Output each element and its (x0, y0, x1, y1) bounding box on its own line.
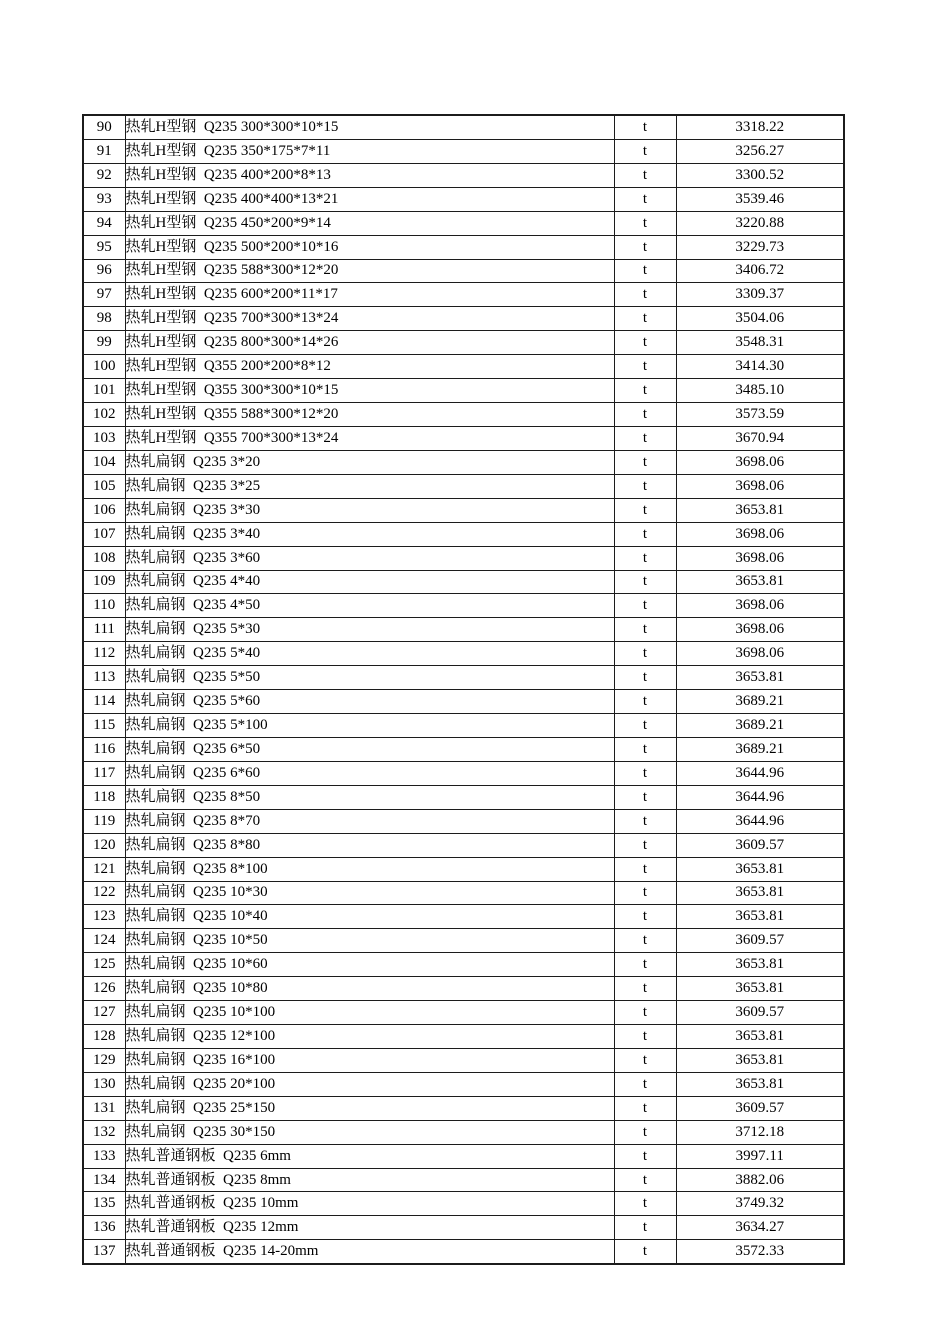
table-row (83, 546, 844, 570)
table-row (83, 666, 844, 690)
table-row (83, 474, 844, 498)
unit-cell: t (614, 498, 676, 522)
table-row (83, 809, 844, 833)
price-cell: 3220.88 (676, 211, 844, 235)
table-row (83, 833, 844, 857)
price-cell: 3997.11 (676, 1144, 844, 1168)
row-number-cell: 132 (83, 1120, 125, 1144)
row-number-cell: 110 (83, 594, 125, 618)
table-row (83, 953, 844, 977)
unit-cell: t (614, 211, 676, 235)
price-cell: 3644.96 (676, 785, 844, 809)
table-row (83, 187, 844, 211)
item-description-cell: 热轧扁钢 Q235 5*100 (125, 714, 614, 738)
item-description-cell: 热轧扁钢 Q235 5*50 (125, 666, 614, 690)
row-number-cell: 97 (83, 283, 125, 307)
item-description-cell: 热轧扁钢 Q235 16*100 (125, 1048, 614, 1072)
table-row (83, 163, 844, 187)
item-description-cell: 热轧扁钢 Q235 5*60 (125, 690, 614, 714)
table-row (83, 522, 844, 546)
price-cell: 3689.21 (676, 714, 844, 738)
item-description-cell: 热轧普通钢板 Q235 14-20mm (125, 1240, 614, 1264)
unit-cell: t (614, 1001, 676, 1025)
price-cell: 3300.52 (676, 163, 844, 187)
price-cell: 3406.72 (676, 259, 844, 283)
table-row (83, 1216, 844, 1240)
price-cell: 3572.33 (676, 1240, 844, 1264)
row-number-cell: 104 (83, 450, 125, 474)
unit-cell: t (614, 115, 676, 139)
unit-cell: t (614, 379, 676, 403)
item-description-cell: 热轧H型钢 Q235 800*300*14*26 (125, 331, 614, 355)
unit-cell: t (614, 1216, 676, 1240)
price-table-body (83, 115, 844, 1264)
row-number-cell: 133 (83, 1144, 125, 1168)
unit-cell: t (614, 1072, 676, 1096)
unit-cell: t (614, 1168, 676, 1192)
item-description-cell: 热轧普通钢板 Q235 8mm (125, 1168, 614, 1192)
price-cell: 3653.81 (676, 977, 844, 1001)
unit-cell: t (614, 1192, 676, 1216)
item-description-cell: 热轧扁钢 Q235 6*50 (125, 737, 614, 761)
price-cell: 3634.27 (676, 1216, 844, 1240)
item-description-cell: 热轧扁钢 Q235 3*60 (125, 546, 614, 570)
price-cell: 3573.59 (676, 403, 844, 427)
unit-cell: t (614, 235, 676, 259)
row-number-cell: 123 (83, 905, 125, 929)
row-number-cell: 134 (83, 1168, 125, 1192)
item-description-cell: 热轧扁钢 Q235 10*60 (125, 953, 614, 977)
item-description-cell: 热轧扁钢 Q235 3*40 (125, 522, 614, 546)
table-row (83, 450, 844, 474)
item-description-cell: 热轧H型钢 Q235 588*300*12*20 (125, 259, 614, 283)
unit-cell: t (614, 737, 676, 761)
price-cell: 3653.81 (676, 857, 844, 881)
price-cell: 3749.32 (676, 1192, 844, 1216)
price-cell: 3653.81 (676, 498, 844, 522)
item-description-cell: 热轧H型钢 Q235 700*300*13*24 (125, 307, 614, 331)
row-number-cell: 125 (83, 953, 125, 977)
unit-cell: t (614, 331, 676, 355)
row-number-cell: 103 (83, 426, 125, 450)
item-description-cell: 热轧扁钢 Q235 3*30 (125, 498, 614, 522)
price-table (82, 114, 845, 1265)
table-row (83, 905, 844, 929)
table-row (83, 714, 844, 738)
unit-cell: t (614, 283, 676, 307)
unit-cell: t (614, 905, 676, 929)
price-cell: 3882.06 (676, 1168, 844, 1192)
row-number-cell: 106 (83, 498, 125, 522)
table-row (83, 1096, 844, 1120)
price-cell: 3712.18 (676, 1120, 844, 1144)
row-number-cell: 117 (83, 761, 125, 785)
item-description-cell: 热轧普通钢板 Q235 12mm (125, 1216, 614, 1240)
price-cell: 3653.81 (676, 953, 844, 977)
row-number-cell: 91 (83, 139, 125, 163)
unit-cell: t (614, 833, 676, 857)
item-description-cell: 热轧H型钢 Q235 400*400*13*21 (125, 187, 614, 211)
row-number-cell: 116 (83, 737, 125, 761)
unit-cell: t (614, 1025, 676, 1049)
table-row (83, 211, 844, 235)
table-row (83, 379, 844, 403)
row-number-cell: 101 (83, 379, 125, 403)
table-row (83, 498, 844, 522)
table-row (83, 857, 844, 881)
item-description-cell: 热轧扁钢 Q235 8*80 (125, 833, 614, 857)
item-description-cell: 热轧扁钢 Q235 5*40 (125, 642, 614, 666)
unit-cell: t (614, 785, 676, 809)
table-row (83, 761, 844, 785)
unit-cell: t (614, 307, 676, 331)
unit-cell: t (614, 426, 676, 450)
unit-cell: t (614, 977, 676, 1001)
row-number-cell: 135 (83, 1192, 125, 1216)
item-description-cell: 热轧H型钢 Q355 200*200*8*12 (125, 355, 614, 379)
item-description-cell: 热轧扁钢 Q235 30*150 (125, 1120, 614, 1144)
table-row (83, 594, 844, 618)
price-cell: 3539.46 (676, 187, 844, 211)
row-number-cell: 131 (83, 1096, 125, 1120)
table-row (83, 642, 844, 666)
price-cell: 3698.06 (676, 474, 844, 498)
row-number-cell: 121 (83, 857, 125, 881)
unit-cell: t (614, 857, 676, 881)
unit-cell: t (614, 714, 676, 738)
item-description-cell: 热轧扁钢 Q235 10*80 (125, 977, 614, 1001)
item-description-cell: 热轧扁钢 Q235 4*50 (125, 594, 614, 618)
row-number-cell: 102 (83, 403, 125, 427)
row-number-cell: 127 (83, 1001, 125, 1025)
unit-cell: t (614, 1240, 676, 1264)
row-number-cell: 107 (83, 522, 125, 546)
row-number-cell: 99 (83, 331, 125, 355)
item-description-cell: 热轧普通钢板 Q235 6mm (125, 1144, 614, 1168)
price-cell: 3698.06 (676, 618, 844, 642)
unit-cell: t (614, 474, 676, 498)
item-description-cell: 热轧H型钢 Q235 300*300*10*15 (125, 115, 614, 139)
item-description-cell: 热轧扁钢 Q235 3*25 (125, 474, 614, 498)
row-number-cell: 100 (83, 355, 125, 379)
item-description-cell: 热轧扁钢 Q235 8*50 (125, 785, 614, 809)
row-number-cell: 94 (83, 211, 125, 235)
unit-cell: t (614, 761, 676, 785)
row-number-cell: 120 (83, 833, 125, 857)
row-number-cell: 95 (83, 235, 125, 259)
price-cell: 3689.21 (676, 737, 844, 761)
price-cell: 3698.06 (676, 546, 844, 570)
price-cell: 3609.57 (676, 929, 844, 953)
table-row (83, 355, 844, 379)
price-cell: 3653.81 (676, 1072, 844, 1096)
item-description-cell: 热轧扁钢 Q235 6*60 (125, 761, 614, 785)
table-row (83, 403, 844, 427)
price-cell: 3609.57 (676, 1001, 844, 1025)
unit-cell: t (614, 929, 676, 953)
table-row (83, 690, 844, 714)
row-number-cell: 115 (83, 714, 125, 738)
row-number-cell: 112 (83, 642, 125, 666)
unit-cell: t (614, 187, 676, 211)
item-description-cell: 热轧H型钢 Q235 450*200*9*14 (125, 211, 614, 235)
table-row (83, 259, 844, 283)
row-number-cell: 130 (83, 1072, 125, 1096)
unit-cell: t (614, 642, 676, 666)
unit-cell: t (614, 618, 676, 642)
price-cell: 3653.81 (676, 1048, 844, 1072)
table-row (83, 283, 844, 307)
row-number-cell: 129 (83, 1048, 125, 1072)
price-cell: 3698.06 (676, 522, 844, 546)
row-number-cell: 96 (83, 259, 125, 283)
price-cell: 3653.81 (676, 570, 844, 594)
table-row (83, 1120, 844, 1144)
row-number-cell: 136 (83, 1216, 125, 1240)
unit-cell: t (614, 139, 676, 163)
row-number-cell: 98 (83, 307, 125, 331)
price-cell: 3653.81 (676, 666, 844, 690)
unit-cell: t (614, 1048, 676, 1072)
table-row (83, 1001, 844, 1025)
table-row (83, 1048, 844, 1072)
row-number-cell: 93 (83, 187, 125, 211)
table-row (83, 235, 844, 259)
price-cell: 3653.81 (676, 1025, 844, 1049)
item-description-cell: 热轧H型钢 Q235 500*200*10*16 (125, 235, 614, 259)
price-cell: 3609.57 (676, 833, 844, 857)
item-description-cell: 热轧扁钢 Q235 10*50 (125, 929, 614, 953)
table-row (83, 1192, 844, 1216)
item-description-cell: 热轧扁钢 Q235 10*40 (125, 905, 614, 929)
table-row (83, 1168, 844, 1192)
table-row (83, 115, 844, 139)
unit-cell: t (614, 546, 676, 570)
row-number-cell: 114 (83, 690, 125, 714)
table-row (83, 1072, 844, 1096)
unit-cell: t (614, 594, 676, 618)
price-cell: 3670.94 (676, 426, 844, 450)
price-cell: 3318.22 (676, 115, 844, 139)
unit-cell: t (614, 1144, 676, 1168)
item-description-cell: 热轧扁钢 Q235 25*150 (125, 1096, 614, 1120)
item-description-cell: 热轧H型钢 Q235 350*175*7*11 (125, 139, 614, 163)
row-number-cell: 118 (83, 785, 125, 809)
row-number-cell: 108 (83, 546, 125, 570)
price-cell: 3644.96 (676, 809, 844, 833)
unit-cell: t (614, 259, 676, 283)
row-number-cell: 124 (83, 929, 125, 953)
price-cell: 3548.31 (676, 331, 844, 355)
table-row (83, 881, 844, 905)
price-cell: 3689.21 (676, 690, 844, 714)
row-number-cell: 92 (83, 163, 125, 187)
item-description-cell: 热轧扁钢 Q235 5*30 (125, 618, 614, 642)
price-cell: 3309.37 (676, 283, 844, 307)
unit-cell: t (614, 450, 676, 474)
item-description-cell: 热轧H型钢 Q235 600*200*11*17 (125, 283, 614, 307)
item-description-cell: 热轧H型钢 Q235 400*200*8*13 (125, 163, 614, 187)
item-description-cell: 热轧普通钢板 Q235 10mm (125, 1192, 614, 1216)
unit-cell: t (614, 163, 676, 187)
unit-cell: t (614, 1120, 676, 1144)
table-row (83, 1144, 844, 1168)
row-number-cell: 113 (83, 666, 125, 690)
row-number-cell: 128 (83, 1025, 125, 1049)
table-row (83, 977, 844, 1001)
unit-cell: t (614, 522, 676, 546)
row-number-cell: 122 (83, 881, 125, 905)
unit-cell: t (614, 403, 676, 427)
row-number-cell: 137 (83, 1240, 125, 1264)
price-cell: 3698.06 (676, 594, 844, 618)
price-cell: 3504.06 (676, 307, 844, 331)
row-number-cell: 119 (83, 809, 125, 833)
unit-cell: t (614, 1096, 676, 1120)
unit-cell: t (614, 690, 676, 714)
row-number-cell: 109 (83, 570, 125, 594)
unit-cell: t (614, 666, 676, 690)
price-cell: 3609.57 (676, 1096, 844, 1120)
price-cell: 3698.06 (676, 642, 844, 666)
table-row (83, 785, 844, 809)
row-number-cell: 126 (83, 977, 125, 1001)
unit-cell: t (614, 881, 676, 905)
table-row (83, 570, 844, 594)
item-description-cell: 热轧H型钢 Q355 588*300*12*20 (125, 403, 614, 427)
item-description-cell: 热轧扁钢 Q235 10*30 (125, 881, 614, 905)
item-description-cell: 热轧H型钢 Q355 300*300*10*15 (125, 379, 614, 403)
unit-cell: t (614, 953, 676, 977)
row-number-cell: 105 (83, 474, 125, 498)
price-cell: 3414.30 (676, 355, 844, 379)
table-row (83, 331, 844, 355)
table-row (83, 1240, 844, 1264)
table-row (83, 618, 844, 642)
unit-cell: t (614, 570, 676, 594)
table-row (83, 737, 844, 761)
table-row (83, 307, 844, 331)
table-row (83, 139, 844, 163)
price-cell: 3644.96 (676, 761, 844, 785)
unit-cell: t (614, 355, 676, 379)
price-cell: 3698.06 (676, 450, 844, 474)
table-row (83, 929, 844, 953)
price-cell: 3229.73 (676, 235, 844, 259)
item-description-cell: 热轧扁钢 Q235 3*20 (125, 450, 614, 474)
table-row (83, 1025, 844, 1049)
item-description-cell: 热轧扁钢 Q235 4*40 (125, 570, 614, 594)
price-cell: 3653.81 (676, 905, 844, 929)
item-description-cell: 热轧扁钢 Q235 20*100 (125, 1072, 614, 1096)
row-number-cell: 111 (83, 618, 125, 642)
table-row (83, 426, 844, 450)
item-description-cell: 热轧扁钢 Q235 8*70 (125, 809, 614, 833)
item-description-cell: 热轧扁钢 Q235 12*100 (125, 1025, 614, 1049)
unit-cell: t (614, 809, 676, 833)
item-description-cell: 热轧扁钢 Q235 8*100 (125, 857, 614, 881)
item-description-cell: 热轧H型钢 Q355 700*300*13*24 (125, 426, 614, 450)
price-cell: 3653.81 (676, 881, 844, 905)
row-number-cell: 90 (83, 115, 125, 139)
price-cell: 3485.10 (676, 379, 844, 403)
item-description-cell: 热轧扁钢 Q235 10*100 (125, 1001, 614, 1025)
price-cell: 3256.27 (676, 139, 844, 163)
